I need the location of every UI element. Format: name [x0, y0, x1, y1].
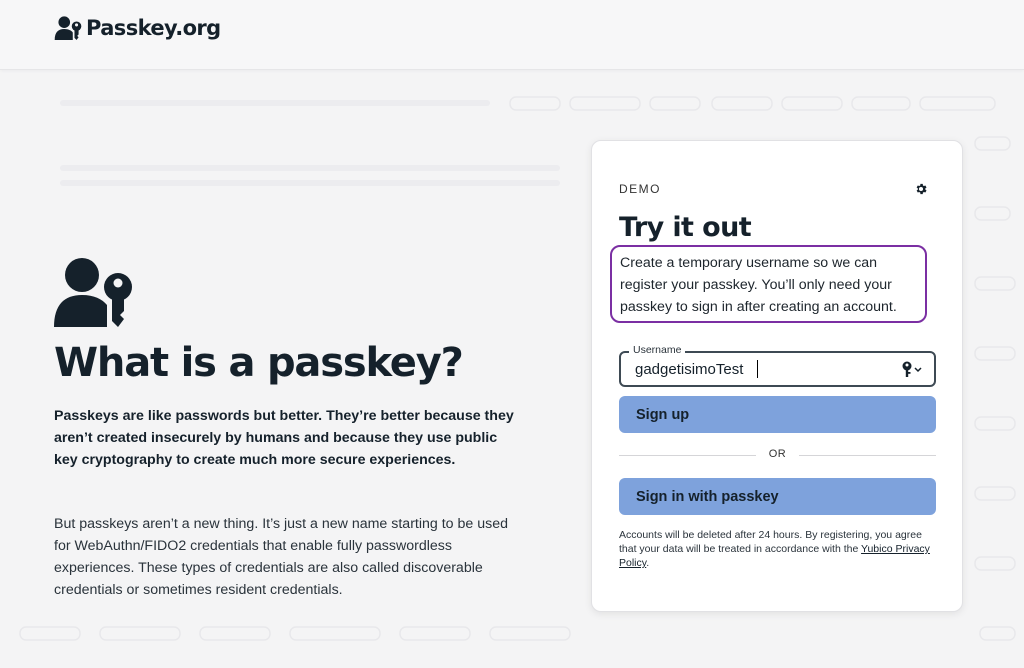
or-divider — [619, 446, 936, 466]
page-title: What is a passkey? — [54, 340, 463, 386]
sign-in-with-passkey-button[interactable]: Sign in with passkey — [619, 478, 936, 515]
username-field — [619, 344, 936, 387]
demo-label: DEMO — [619, 182, 661, 196]
site-header — [0, 0, 1024, 70]
disclaimer-text: Accounts will be deleted after 24 hours. By registering, you agree that your data will be treated in accordance with the — [619, 529, 922, 555]
username-label: Username — [629, 344, 685, 356]
text-caret — [757, 360, 758, 378]
privacy-policy-link[interactable]: Yubico Privacy Policy — [619, 543, 930, 569]
gear-icon[interactable] — [914, 182, 928, 196]
demo-description: Create a temporary username so we can register your passkey. You’ll only need your passkey to sign in after creating an account. — [610, 245, 927, 323]
account-disclaimer — [619, 528, 939, 570]
brand-logo[interactable] — [54, 14, 221, 42]
disclaimer-suffix: . — [646, 557, 650, 569]
demo-title: Try it out — [619, 212, 752, 243]
divider-line — [799, 455, 936, 456]
or-label: OR — [768, 448, 787, 460]
hero-body-paragraph: But passkeys aren’t a new thing. It’s just a new name starting to be used for WebAuthn/FIDO2 credentials that enable fully passwordless experiences. These types of credentials are also called discoverable credentials or sometimes resident credentials. — [54, 516, 508, 598]
demo-card — [591, 140, 963, 612]
hero-lead-paragraph: Passkeys are like passwords but better. They’re better because they aren’t created insecurely by humans and because they use public key cryptography to create much more secure experiences. — [54, 408, 514, 468]
key-dropdown-icon[interactable] — [901, 360, 925, 378]
user-key-icon — [54, 14, 82, 42]
brand-name: Passkey.org — [86, 16, 221, 40]
username-input[interactable] — [635, 358, 895, 380]
user-key-icon — [52, 255, 134, 329]
sign-up-button[interactable]: Sign up — [619, 396, 936, 433]
